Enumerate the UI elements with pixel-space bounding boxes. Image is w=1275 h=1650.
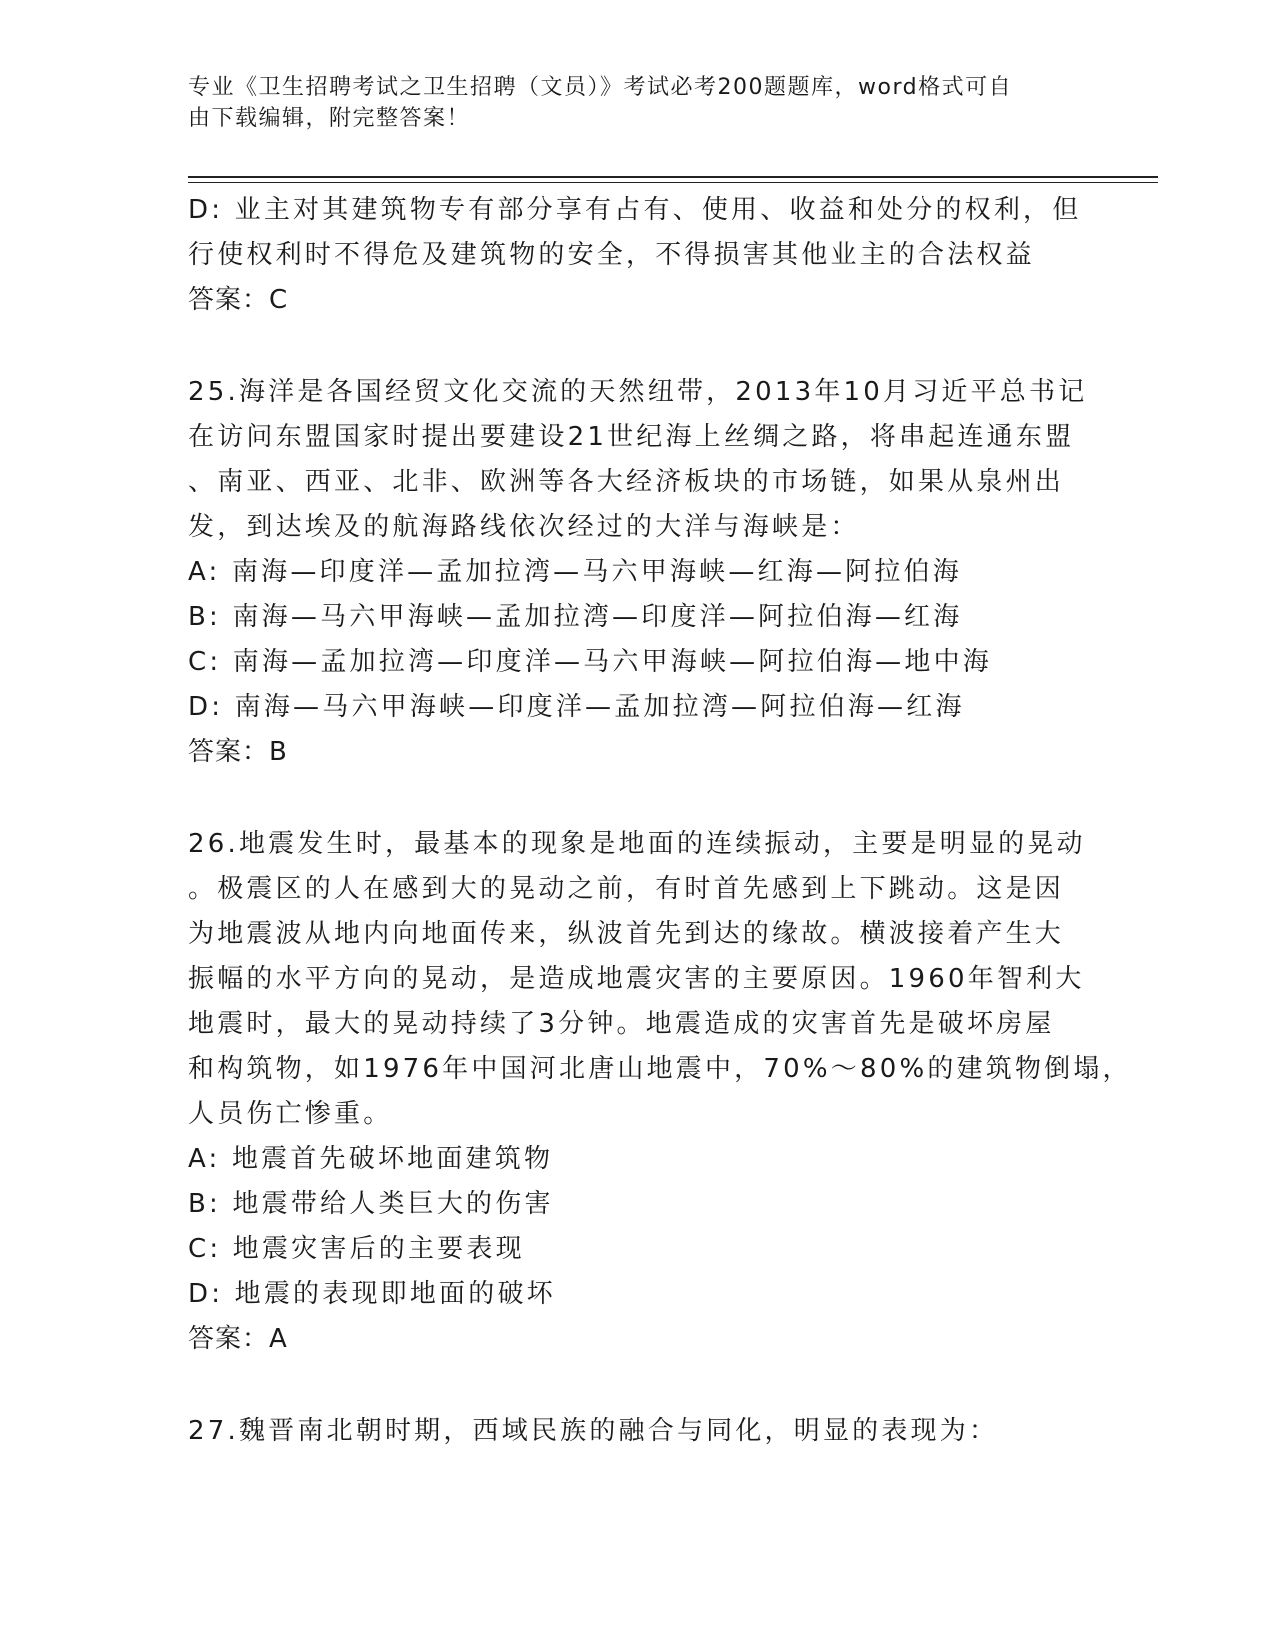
question-stem-line: 25.海洋是各国经贸文化交流的天然纽带，2013年10月习近平总书记: [188, 377, 1088, 407]
question-stem-line: 地震时，最大的晃动持续了3分钟。地震造成的灾害首先是破坏房屋: [188, 1009, 1055, 1039]
question-stem-line: 27.魏晋南北朝时期，西域民族的融合与同化，明显的表现为：: [188, 1416, 999, 1446]
option-a: A: 地震首先破坏地面建筑物: [188, 1144, 554, 1174]
answer-line: 答案：C: [188, 285, 289, 315]
option-d: D: 业主对其建筑物专有部分享有占有、使用、收益和处分的权利，但: [188, 195, 1082, 225]
question-stem-line: 26.地震发生时，最基本的现象是地面的连续振动，主要是明显的晃动: [188, 829, 1086, 859]
question-stem-line: 在访问东盟国家时提出要建设21世纪海上丝绸之路，将串起连通东盟: [188, 422, 1075, 452]
option-d-continued: 行使权利时不得危及建筑物的安全，不得损害其他业主的合法权益: [188, 240, 1035, 270]
question-stem-line: 振幅的水平方向的晃动，是造成地震灾害的主要原因。1960年智利大: [188, 964, 1085, 994]
header-title-line-2: 由下载编辑，附完整答案！: [188, 106, 471, 131]
question-24-tail: [188, 188, 1088, 323]
question-stem-line: 、南亚、西亚、北非、欧洲等各大经济板块的市场链，如果从泉州出: [188, 467, 1065, 497]
question-stem-line: 人员伤亡惨重。: [188, 1099, 393, 1129]
option-d: D: 南海—马六甲海峡—印度洋—孟加拉湾—阿拉伯海—红海: [188, 692, 965, 722]
header-divider-thick: [188, 176, 1158, 178]
question-27: [188, 1409, 1088, 1454]
question-stem-line: 和构筑物，如1976年中国河北唐山地震中，70%～80%的建筑物倒塌，: [188, 1054, 1132, 1084]
question-stem-line: 。极震区的人在感到大的晃动之前，有时首先感到上下跳动。这是因: [188, 874, 1065, 904]
option-c: C: 地震灾害后的主要表现: [188, 1234, 525, 1264]
option-d: D: 地震的表现即地面的破坏: [188, 1279, 556, 1309]
option-a: A: 南海—印度洋—孟加拉湾—马六甲海峡—红海—阿拉伯海: [188, 557, 962, 587]
question-stem-line: 发，到达埃及的航海路线依次经过的大洋与海峡是：: [188, 512, 860, 542]
question-26: [188, 822, 1132, 1362]
question-25: [188, 370, 1088, 775]
document-header: [188, 72, 1088, 134]
answer-line: 答案：A: [188, 1324, 288, 1354]
answer-line: 答案：B: [188, 737, 288, 767]
option-c: C: 南海—孟加拉湾—印度洋—马六甲海峡—阿拉伯海—地中海: [188, 647, 992, 677]
header-title-line-1: 专业《卫生招聘考试之卫生招聘（文员）》考试必考200题题库，word格式可自: [188, 75, 1013, 100]
document-body: [188, 188, 1132, 1454]
option-b: B: 地震带给人类巨大的伤害: [188, 1189, 554, 1219]
question-stem-line: 为地震波从地内向地面传来，纵波首先到达的缘故。横波接着产生大: [188, 919, 1065, 949]
option-b: B: 南海—马六甲海峡—孟加拉湾—印度洋—阿拉伯海—红海: [188, 602, 963, 632]
header-divider-thin: [188, 182, 1158, 183]
